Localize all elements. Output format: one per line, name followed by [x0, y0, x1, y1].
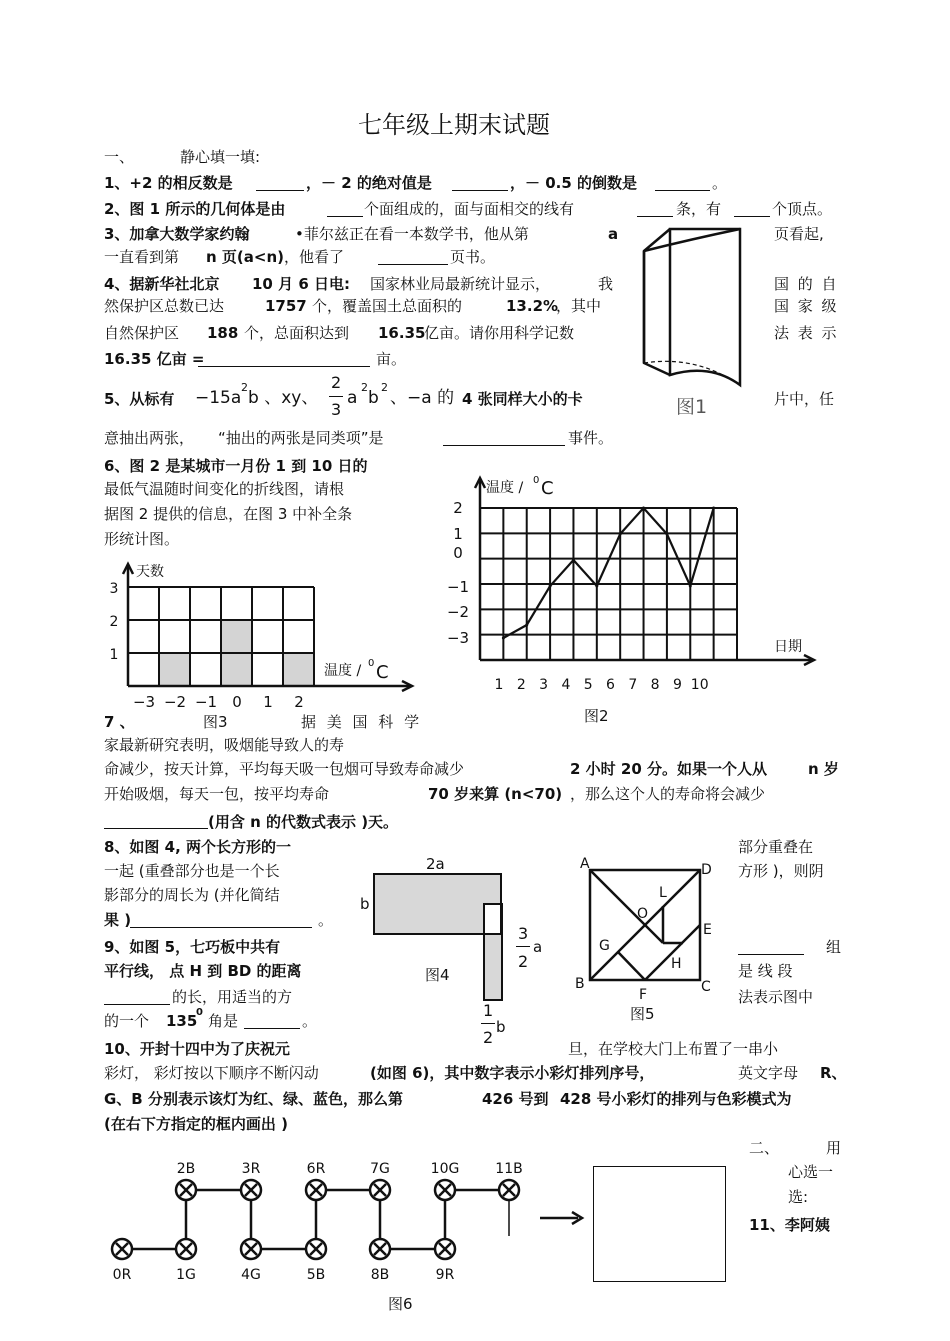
data-point	[549, 585, 552, 588]
bar-cell	[221, 653, 252, 686]
q9-blank-3	[244, 1028, 300, 1029]
q5-sup-3: 2	[381, 381, 388, 394]
q9-line1-b: 组	[826, 938, 842, 956]
figure-4-frac1-bar	[516, 946, 530, 947]
x-tick-label: 1	[263, 693, 273, 711]
x-tick-label: 4	[561, 677, 571, 693]
q7-line1-c: 据 美 国 科 学	[301, 713, 423, 731]
point-a: A	[580, 856, 590, 872]
q8-line2-b: 方形 )，则阴	[738, 862, 824, 880]
y-tick-label: 1	[109, 647, 119, 663]
lamp-label: 1G	[176, 1267, 196, 1283]
y-tick-label: −2	[446, 603, 470, 621]
q10-line2-c: 英文字母	[738, 1064, 799, 1082]
q4-line3-a: 自然保护区	[104, 324, 180, 342]
q5-part-b: 4 张同样大小的卡	[462, 390, 583, 408]
q3-line1-c: a	[608, 225, 619, 243]
q1-part-d: 。	[712, 174, 728, 192]
q9-line4-e: 。	[302, 1012, 318, 1030]
q5-term-3: a	[347, 388, 358, 408]
q4-line2-e: ，其中	[556, 297, 602, 315]
temperature-line	[503, 508, 713, 638]
q3-line2-c: ，他看了	[284, 248, 345, 266]
q1-blank-1	[256, 190, 304, 191]
q5-blank	[443, 445, 565, 446]
figure-2-label: 图2	[584, 707, 609, 725]
q4-line1-c: 国家林业局最新统计显示，	[370, 275, 551, 293]
y-tick-label: 1	[453, 525, 463, 543]
data-point	[595, 585, 598, 588]
q5-term-4: b	[368, 388, 379, 408]
lamp-icon	[112, 1239, 132, 1259]
point-c: C	[701, 979, 711, 995]
x-tick-label: 5	[583, 677, 593, 693]
q9-line3-a: 的长，用适当的方	[172, 988, 293, 1006]
q4-line1-a: 4、据新华社北京	[104, 275, 220, 293]
y-tick-label: −3	[446, 629, 470, 647]
bar-cell	[159, 653, 190, 686]
q4-line3-f: 法 表 示	[774, 324, 839, 342]
figure-4-left-label: b	[360, 895, 370, 913]
q7-line2: 家最新研究表明，吸烟能导致人的寿	[104, 736, 345, 754]
q7-line5: (用含 n 的代数式表示 )天。	[208, 813, 399, 831]
section2-number: 二、	[749, 1139, 780, 1157]
lamp-label: 5B	[306, 1267, 326, 1283]
q2-part-d: 个顶点。	[772, 200, 833, 218]
section2-label-3: 选:	[788, 1188, 809, 1206]
page-title: 七年级上期末试题	[358, 111, 550, 139]
bar-cell	[221, 620, 252, 653]
lamp-icon	[176, 1239, 196, 1259]
lamp-icon	[435, 1239, 455, 1259]
figure-4-frac2-den: 2	[483, 1028, 494, 1047]
q7-line3-c: n 岁	[808, 760, 839, 778]
q6-line1: 6、图 2 是某城市一月份 1 到 10 日的	[104, 457, 368, 475]
lamp-icon	[306, 1239, 326, 1259]
figure-4-frac1-den: 2	[518, 952, 529, 971]
y-axis-label: 天数	[136, 564, 164, 580]
data-point	[525, 624, 528, 627]
q1-blank-2	[452, 190, 508, 191]
point-o: O	[637, 906, 649, 922]
data-point	[665, 533, 668, 536]
q4-line1-e: 国 的 自	[774, 275, 839, 293]
figure-2-line-chart	[440, 470, 830, 700]
y-tick-label: 3	[109, 581, 119, 597]
q10-line2-b: (如图 6)，其中数字表示小彩灯排列序号，	[370, 1064, 655, 1082]
q5-frac-bar	[329, 396, 343, 397]
point-b: B	[575, 976, 585, 992]
y-axis-unit: 0	[533, 475, 540, 486]
q3-line1-a: 3、加拿大数学家约翰	[104, 225, 250, 243]
q8-line4-b: 。	[318, 911, 334, 929]
data-point	[642, 507, 645, 510]
lamp-label: 3R	[241, 1161, 261, 1177]
lamp-label: 6R	[306, 1161, 326, 1177]
q8-line4-a: 果 )	[104, 911, 132, 929]
x-axis-label: 温度 /	[324, 663, 362, 679]
q5-term-5: 、−a 的	[390, 388, 455, 408]
figure-4-frac1-num: 3	[518, 924, 529, 943]
lamp-label: 2B	[176, 1161, 196, 1177]
answer-box[interactable]	[593, 1166, 726, 1282]
q10-line4: (在右下方指定的框内画出 )	[104, 1115, 288, 1133]
figure-6-label: 图6	[388, 1295, 413, 1313]
x-tick-label: −3	[132, 693, 156, 711]
lamp-icon	[435, 1180, 455, 1200]
q5-sup-2: 2	[361, 381, 368, 394]
section-number: 一、	[104, 148, 135, 166]
q3-line1-d: 页看起,	[774, 225, 824, 243]
y-axis-label: 温度 /	[486, 480, 524, 496]
q7-line4-b: 70 岁来算 (n<70)	[428, 785, 563, 803]
x-tick-label: 8	[650, 677, 660, 693]
q2-blank-2	[637, 216, 673, 217]
y-tick-label: 2	[453, 499, 463, 517]
lamp-icon	[241, 1239, 261, 1259]
q2-part-b: 个面组成的，面与面相交的线有	[364, 200, 575, 218]
data-point	[712, 507, 715, 510]
lamp-label: 4G	[241, 1267, 261, 1283]
point-h: H	[671, 956, 682, 972]
q7-blank	[104, 828, 208, 829]
data-point	[689, 585, 692, 588]
figure-3-bar-grid	[100, 560, 420, 710]
q10-line3-c: 428 号小彩灯的排列与色彩模式为	[560, 1090, 792, 1108]
q4-line1-b: 10 月 6 日电:	[252, 275, 350, 293]
x-axis-unit: 0	[368, 658, 375, 669]
q10-line1-b: 旦，在学校大门上布置了一串小	[568, 1040, 779, 1058]
q8-line3: 影部分的周长为 (并化简结	[104, 886, 280, 904]
point-l: L	[659, 885, 667, 901]
q3-line2-a: 一直看到第	[104, 248, 180, 266]
figure-4-frac2-bar	[481, 1023, 495, 1024]
y-tick-label: −1	[446, 578, 470, 596]
x-tick-label: 10	[690, 677, 709, 693]
q5-sup-1: 2	[241, 381, 248, 394]
q2-blank-1	[327, 216, 363, 217]
q2-part-a: 2、图 1 所示的几何体是由	[104, 200, 286, 218]
figure-5-tangram	[570, 850, 730, 1023]
q1-blank-3	[655, 190, 710, 191]
q5-frac-num: 2	[331, 373, 342, 392]
figure-5-label: 图5	[630, 1005, 655, 1023]
q9-line4-b: 135	[166, 1012, 198, 1030]
lamp-icon	[241, 1180, 261, 1200]
x-tick-label: 3	[539, 677, 549, 693]
q5-term-1: −15a	[195, 388, 242, 408]
x-tick-label: 2	[516, 677, 526, 693]
q3-line2-d: 页书。	[450, 248, 496, 266]
q9-line4-a: 的一个	[104, 1012, 150, 1030]
q5-term-2: b 、xy、	[248, 388, 319, 408]
figure-4-label: 图4	[425, 966, 450, 984]
q7-line1-b: 图3	[203, 713, 228, 731]
q9-line4-d: 角是	[208, 1012, 239, 1030]
q8-line2-a: 一起 (重叠部分也是一个长	[104, 862, 280, 880]
q8-line1-b: 部分重叠在	[738, 838, 814, 856]
lamp-icon	[176, 1180, 196, 1200]
q10-line2-d: R、	[820, 1064, 847, 1082]
q4-line2-b: 1757	[265, 297, 307, 315]
arrow-icon	[538, 1210, 588, 1226]
q4-line2-d: 13.2%	[506, 297, 559, 315]
q8-blank	[130, 927, 312, 928]
figure-4-top-label: 2a	[426, 855, 445, 873]
q8-line1-a: 8、如图 4, 两个长方形的一	[104, 838, 292, 856]
y-tick-label: 2	[109, 614, 119, 630]
q4-line4-a: 16.35 亿亩 =	[104, 350, 205, 368]
q5-line2-a: 意抽出两张，	[104, 429, 195, 447]
q4-line3-e: 亿亩。请你用科学记数	[424, 324, 575, 342]
lamp-label: 8B	[370, 1267, 390, 1283]
q1-part-c: ，－ 0.5 的倒数是	[510, 174, 638, 192]
x-tick-label: 1	[494, 677, 504, 693]
q7-line4-a: 开始吸烟，每天一包，按平均寿命	[104, 785, 330, 803]
q7-line4-c: ，那么这个人的寿命将会减少	[570, 785, 766, 803]
y-axis-unit-c: C	[541, 478, 554, 499]
lamp-icon	[370, 1180, 390, 1200]
data-point	[502, 637, 505, 640]
q4-line2-c: 个，覆盖国土总面积的	[312, 297, 463, 315]
q10-line1-a: 10、开封十四中为了庆祝元	[104, 1040, 290, 1058]
x-tick-label: 0	[232, 693, 242, 711]
q9-blank-2	[104, 1004, 170, 1005]
figure-4-frac2-var: b	[496, 1018, 506, 1036]
q9-line3-b: 法表示图中	[738, 988, 814, 1006]
x-tick-label: 9	[672, 677, 682, 693]
q5-part-c: 片中，任	[774, 390, 835, 408]
bar-cell	[283, 653, 314, 686]
q5-line2-b: “抽出的两张是同类项”是	[218, 429, 384, 447]
q3-line2-b: n 页(a<n)	[206, 248, 284, 266]
q1-part-b: ，－ 2 的绝对值是	[306, 174, 432, 192]
q9-line4-sup: 0	[196, 1007, 203, 1018]
section2-label-1: 用	[826, 1139, 842, 1157]
q6-line2: 最低气温随时间变化的折线图，请根	[104, 480, 345, 498]
data-point	[619, 533, 622, 536]
q3-blank	[378, 264, 448, 265]
q6-line4: 形统计图。	[104, 530, 180, 548]
point-f: F	[639, 987, 648, 1003]
q6-line3: 据图 2 提供的信息，在图 3 中补全条	[104, 505, 353, 523]
point-e: E	[703, 922, 712, 938]
q4-line2-f: 国 家 级	[774, 297, 839, 315]
q2-part-c: 条，有	[676, 200, 722, 218]
q4-line3-c: 个，总面积达到	[244, 324, 350, 342]
x-axis-label: 日期	[774, 639, 802, 655]
lamp-icon	[499, 1180, 519, 1200]
q1-part-a: 1、+2 的相反数是	[104, 174, 233, 192]
q9-line2-b: 是 线 段	[738, 962, 793, 980]
q10-line3-a: G、B 分别表示该灯为红、绿、蓝色，那么第	[104, 1090, 403, 1108]
q10-line2-a: 彩灯， 彩灯按以下顺序不断闪动	[104, 1064, 319, 1082]
lamp-label: 7G	[370, 1161, 390, 1177]
x-axis-unit-c: C	[376, 662, 389, 683]
lamp-label: 11B	[495, 1161, 523, 1177]
section2-label-2: 心选一	[788, 1163, 834, 1181]
q5-frac-den: 3	[331, 400, 342, 419]
section-label: 静心填一填:	[180, 148, 261, 166]
q4-line4-b: 亩。	[376, 350, 407, 368]
q2-blank-3	[734, 216, 770, 217]
q9-blank-1	[738, 954, 804, 955]
x-tick-label: −1	[194, 693, 218, 711]
figure-1-prism	[630, 225, 760, 425]
data-point	[572, 559, 575, 562]
point-g: G	[599, 938, 610, 954]
lamp-icon	[306, 1180, 326, 1200]
figure-4-frac2-num: 1	[483, 1001, 494, 1020]
x-tick-label: 2	[294, 693, 304, 711]
y-tick-label: 0	[453, 544, 463, 562]
q7-line3-b: 2 小时 20 分。如果一个人从	[570, 760, 767, 778]
x-tick-label: 7	[628, 677, 638, 693]
x-tick-label: −2	[163, 693, 187, 711]
q7-line3-a: 命减少，按天计算，平均每天吸一包烟可导致寿命减少	[104, 760, 465, 778]
q4-line1-d: 我	[598, 275, 614, 293]
figure-1-label: 图1	[676, 396, 708, 418]
x-tick-label: 6	[606, 677, 615, 693]
q9-line2-a: 平行线， 点 H 到 BD 的距离	[104, 962, 302, 980]
q4-blank	[198, 366, 370, 367]
q7-line1-a: 7 、	[104, 713, 135, 731]
q9-line1-a: 9、如图 5，七巧板中共有	[104, 938, 281, 956]
figure-4-frac1-var: a	[533, 938, 543, 956]
q11-text: 11、李阿姨	[749, 1216, 830, 1234]
lamp-icon	[370, 1239, 390, 1259]
figure-6-lamps	[100, 1155, 540, 1295]
point-d: D	[701, 862, 712, 878]
q5-part-a: 5、从标有	[104, 390, 175, 408]
q5-line2-c: 事件。	[568, 429, 614, 447]
lamp-label: 10G	[430, 1161, 460, 1177]
q10-line3-b: 426 号到	[482, 1090, 549, 1108]
lamp-label: 9R	[435, 1267, 455, 1283]
q3-line1-b: •菲尔兹正在看一本数学书，他从第	[295, 225, 529, 243]
q4-line3-d: 16.35	[378, 324, 426, 342]
q4-line3-b: 188	[207, 324, 239, 342]
q4-line2-a: 然保护区总数已达	[104, 297, 225, 315]
lamp-label: 0R	[112, 1267, 132, 1283]
